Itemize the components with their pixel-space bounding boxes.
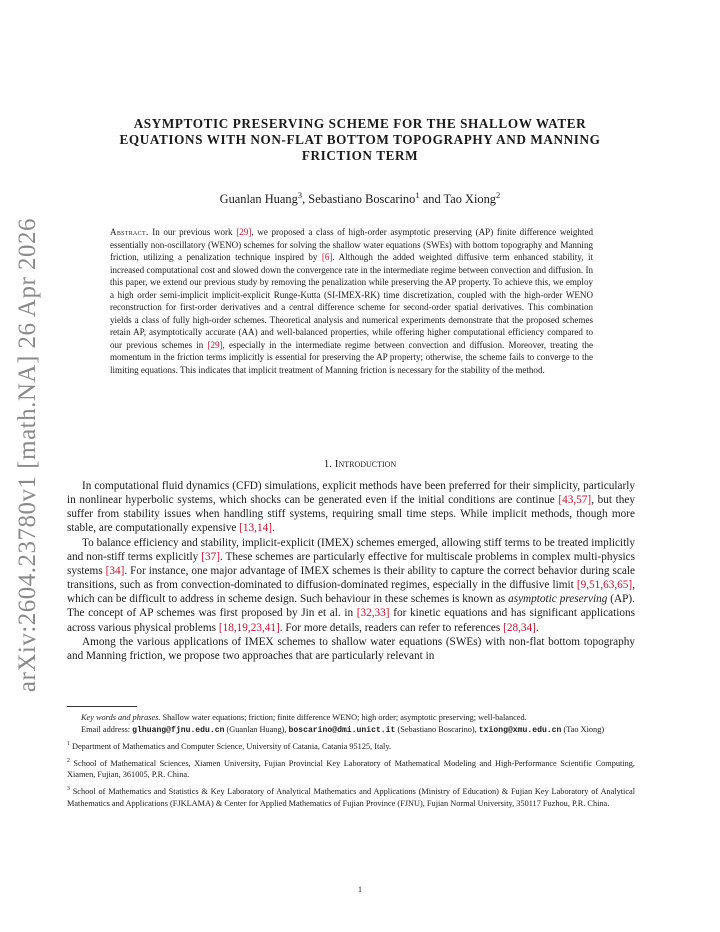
section-heading	[60, 458, 660, 470]
paragraph-text: .	[271, 522, 275, 535]
author-separator: ,	[302, 192, 309, 206]
citation-link[interactable]: [29]	[207, 339, 223, 350]
paragraph-text: .	[535, 621, 539, 634]
paragraph-text: To balance efficiency and stability, implicit-explicit (IMEX) schemes emerged, allowing stiff terms to be treated implicitly and non-stiff terms explicitly	[67, 536, 635, 563]
abstract-text: , especially in the intermediate regime between convection and diffusion. Moreover, treating the momentum in the friction terms implicitly is essential for preserving the AP property; otherwise, the scheme fails to converge to the limiting equations. This indicates that implicit treatment of Manning friction is necessary for the stability of the method.	[110, 339, 593, 376]
email-owner: (Sebastiano Boscarino),	[395, 724, 479, 734]
author-3: Tao Xiong	[443, 192, 497, 206]
affiliation-text: Department of Mathematics and Computer Science, University of Catania, Catania 95125, Italy.	[69, 742, 392, 752]
email-owner: (Tao Xiong)	[561, 724, 605, 734]
footnote-rule	[67, 706, 137, 707]
paragraph-3	[67, 635, 635, 663]
keywords-footnote	[67, 712, 635, 724]
title-line-1: ASYMPTOTIC PRESERVING SCHEME FOR THE SHALLOW WATER	[133, 116, 587, 131]
citation-link[interactable]: [6]	[321, 252, 333, 263]
paragraph-text: Among the various applications of IMEX schemes to shallow water equations (SWEs) with non-flat bottom topography and Manning friction, we propose two approaches that are particularly relevant in	[67, 635, 635, 662]
affiliation-text: School of Mathematical Sciences, Xiamen University, Fujian Provincial Key Laboratory of Mathematical Modeling and High-Performance Scientific Computing, Xiamen, Fujian, 361005, P.R. China.	[67, 758, 635, 780]
paragraph-text: . For more details, readers can refer to references	[279, 621, 504, 634]
arxiv-stamp	[8, 210, 48, 700]
abstract-text: In our previous work	[148, 227, 237, 237]
citation-link[interactable]: [34]	[105, 564, 125, 577]
citation-link[interactable]: [37]	[201, 550, 220, 563]
affiliation-2	[67, 758, 635, 781]
author-separator: and	[419, 192, 444, 206]
author-list	[60, 189, 660, 207]
paragraph-1	[67, 479, 635, 536]
abstract-text: . Although the added weighted diffusive term enhanced stability, it increased computational cost and slowed down the convergence rate in the intermediate regime between convection and diffusion. In this paper, we extend our previous study by removing the penalization while preserving the AP property. To achieve this, we employ a high order semi-implicit implicit-explicit Runge-Kutta (SI-IMEX-RK) time discretization, coupled with the high-order WENO reconstruction for first-order derivatives and a central difference scheme for second-order spatial derivatives. This combination yields a class of fully high-order schemes. Theoretical analysis and numerical experiments demonstrate that the proposed schemes retain AP, asymptotically accurate (AA) and well-balanced properties, while offering higher computational efficiency compared to our previous schemes in	[110, 252, 593, 350]
emphasized-term: asymptotic preserving	[508, 593, 608, 606]
keywords-text: Shallow water equations; friction; finite difference WENO; high order; asymptotic preserving; well-balanced.	[160, 713, 527, 722]
citation-link[interactable]: [9,51,63,65]	[576, 579, 633, 592]
affiliation-mark: 1	[67, 741, 70, 748]
footnotes	[67, 712, 635, 809]
paragraph-text: . For instance, one major advantage of IMEX schemes is their ability to capture the correct behavior during scale transitions, such as from convection-dominated to diffusion-dominated regimes, especially in the diffusive limit	[67, 564, 635, 592]
author-2: Sebastiano Boscarino	[308, 192, 416, 206]
title-line-3: FRICTION TERM	[301, 148, 419, 163]
author-2-affiliation-mark: 1	[415, 189, 420, 200]
keywords-label: Key words and phrases.	[81, 713, 161, 722]
paragraph-text: In computational fluid dynamics (CFD) simulations, explicit methods have been preferred for their simplicity, particularly in nonlinear hyperbolic systems, which shocks can be generated even if the initial conditions are continue	[67, 480, 635, 507]
paragraph-text: , but they suffer from stability issues when handling stiff systems, requiring small time steps. While implicit methods, though more stable, are computationally expensive	[67, 494, 636, 535]
email-label: Email address:	[81, 724, 133, 734]
page-number: 1	[357, 884, 363, 894]
email-link[interactable]: txiong@xmu.edu.cn	[478, 725, 562, 735]
citation-link[interactable]: [32,33]	[356, 607, 390, 620]
email-link[interactable]: glhuang@fjnu.edu.cn	[132, 725, 225, 735]
title-line-2: EQUATIONS WITH NON-FLAT BOTTOM TOPOGRAPHY AND MANNING	[119, 132, 601, 147]
paragraph-text: . These schemes are particularly effective for multiscale problems in complex multi-physics systems	[67, 550, 635, 577]
citation-link[interactable]: [28,34]	[503, 621, 536, 634]
abstract-text: , we proposed a class of high-order asymptotic preserving (AP) finite difference weighted essentially non-oscillatory (WENO) schemes for solving the shallow water equations (SWEs) with bottom topography and Manning friction, utilizing a penalization technique inspired by	[110, 227, 594, 263]
affiliation-1	[67, 741, 635, 753]
author-3-affiliation-mark: 2	[496, 189, 501, 200]
email-footnote	[67, 724, 635, 737]
email-link[interactable]: boscarino@dmi.unict.it	[288, 725, 396, 735]
paragraph-text: , which can be difficult to address in scheme design. Such behaviour in these schemes is known as	[67, 579, 635, 606]
arxiv-stamp-text: arXiv:2604.23780v1 [math.NA] 26 Apr 2026	[14, 217, 41, 693]
paragraph-text: (AP). The concept of AP schemes was first proposed by Jin et al. in	[67, 593, 635, 620]
citation-link[interactable]: [18,19,23,41]	[218, 621, 280, 634]
affiliation-3	[67, 786, 635, 809]
email-owner: (Guanlan Huang),	[224, 724, 289, 734]
paragraph-text: for kinetic equations and has significant applications across various physical problems	[67, 607, 635, 634]
paragraph-2	[67, 536, 635, 635]
citation-link[interactable]: [43,57]	[558, 494, 592, 507]
section-title: Introduction	[334, 458, 397, 470]
paper-title	[60, 116, 660, 164]
abstract	[110, 226, 593, 377]
author-1-affiliation-mark: 3	[297, 189, 303, 200]
citation-link[interactable]: [13,14]	[239, 522, 272, 535]
affiliation-mark: 3	[67, 786, 70, 793]
author-1: Guanlan Huang	[219, 192, 298, 206]
citation-link[interactable]: [29]	[236, 227, 252, 237]
body-text	[67, 479, 635, 663]
abstract-label: Abstract.	[110, 227, 149, 237]
affiliation-mark: 2	[67, 758, 70, 765]
section-number: 1.	[323, 458, 335, 470]
affiliation-text: School of Mathematics and Statistics & Key Laboratory of Analytical Mathematics and Applications (Ministry of Education) & Fujian Key Laboratory of Analytical Mathematics and Applications (FJKLAMA) & Center for Applied Mathematics of Fujian Province (FJNU), Fujian Normal University, 350117 Fuzhou, P.R. China.	[67, 786, 635, 808]
